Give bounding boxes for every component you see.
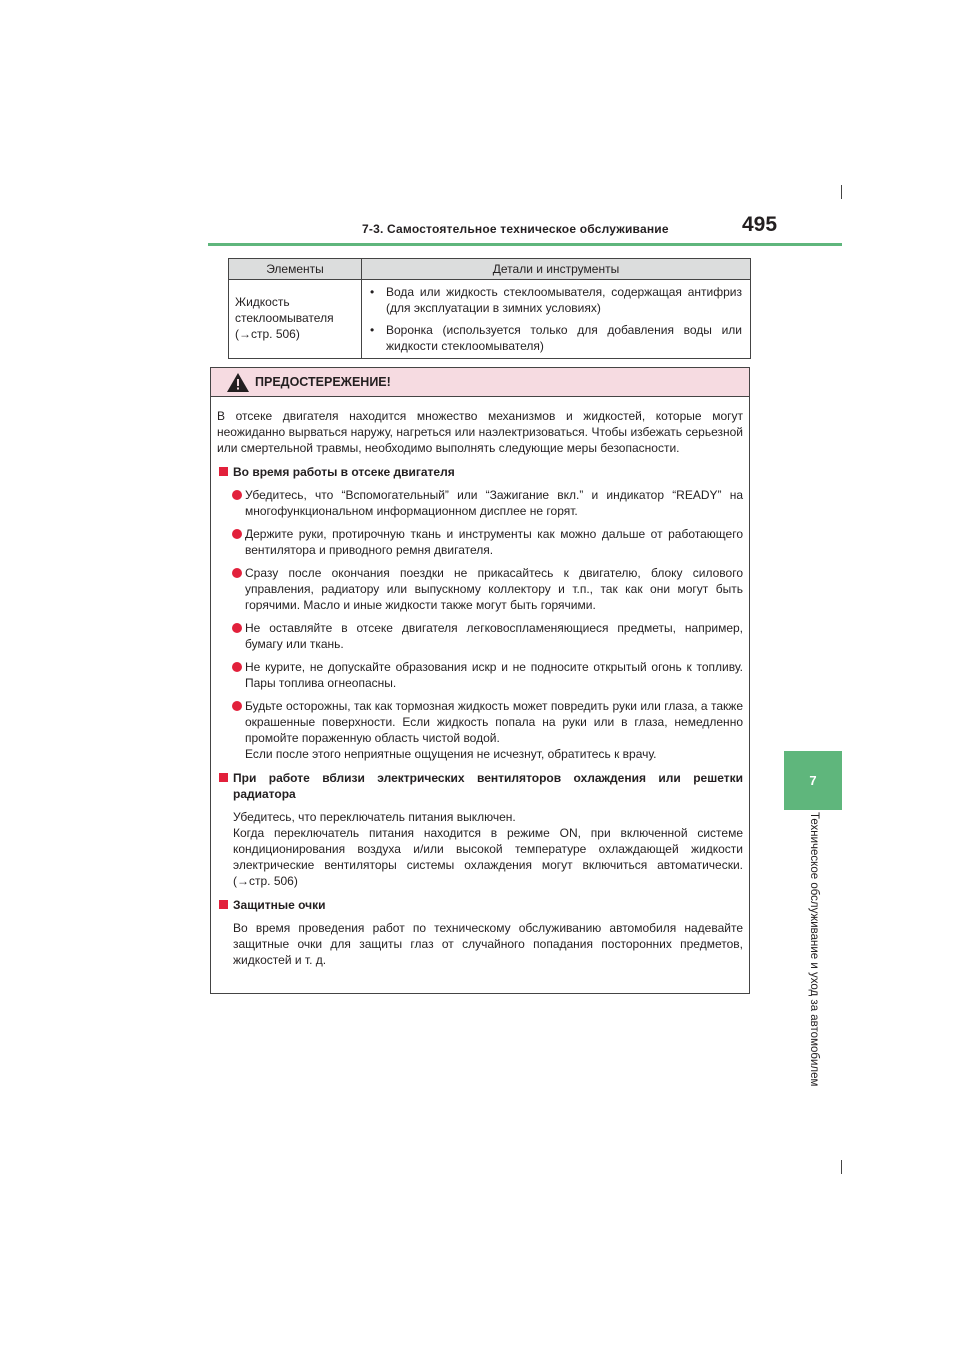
bullet-text: Убедитесь, что “Вспомогательный” или “Зажигание вкл.” и индикатор “READY” на многофункциональном информационном дисплее не горят. [245,488,743,518]
section-paragraph [217,809,743,889]
square-bullet-icon [219,467,228,476]
header-rule [208,243,842,246]
list-item [217,526,743,558]
bullet-text: Держите руки, протирочную ткань и инструменты как можно дальше от работающего вентилятора и приводного ремня двигателя. [245,527,743,557]
detail-text: Воронка (используется только для добавления воды или жидкости стеклоомывателя) [386,323,742,353]
round-bullet-icon [232,662,242,672]
round-bullet-icon [232,623,242,633]
detail-text: Вода или жидкость стеклоомывателя, содержащая антифриз (для эксплуатации в зимних условиях) [386,285,742,315]
table-header-details: Детали и инструменты [362,259,751,280]
table-cell-element: Жидкость стеклоомывателя (→стр. 506) [229,280,362,359]
section-paragraph [217,920,743,968]
list-item [217,698,743,762]
crop-mark-top [841,185,842,199]
bullet-extra-text: Если после этого неприятные ощущения не исчезнут, обратитесь к врачу. [245,747,657,761]
round-bullet-icon [232,568,242,578]
round-bullet-icon [232,490,242,500]
paragraph-line: Во время проведения работ по техническому обслуживанию автомобиля надевайте защитные очки для защиты глаз от случайного попадания посторонних предметов, жидкостей и т. д. [233,921,743,967]
list-item [217,659,743,691]
section-heading-engine-bay [217,464,743,480]
bullet-text: Сразу после окончания поездки не прикасайтесь к двигателю, блоку силового управления, радиатору или выпускному коллектору и т.п., так как они могут быть горячими. Масло и иные жидкости также могут быть горячими. [245,566,743,612]
section-heading-cooling-fans [217,770,743,802]
items-table [228,258,751,359]
warning-header [211,368,749,397]
warning-title: ПРЕДОСТЕРЕЖЕНИЕ! [255,375,391,389]
warning-box [210,367,750,994]
paragraph-line: Когда переключатель питания находится в режиме ON, при включенной системе кондиционирования воздуха и/или высокой температуре охлаждающей жидкости электрические вентиляторы системы охлаждения могут включиться автоматически. (→стр. 506) [233,826,743,888]
section-title-text: Защитные очки [233,898,326,912]
bullet-text: Не оставляйте в отсеке двигателя легковоспламеняющиеся предметы, например, бумагу или ткань. [245,621,743,651]
round-bullet-icon [232,529,242,539]
chapter-tab[interactable]: 7 [784,751,842,810]
section-title-text: При работе вблизи электрических вентиляторов охлаждения или решетки радиатора [233,771,743,801]
list-item [370,284,742,316]
list-item [217,565,743,613]
section-title: 7-3. Самостоятельное техническое обслуживание [362,222,669,236]
list-item [370,322,742,354]
table-header-row [229,259,751,280]
crop-mark-bottom [841,1160,842,1174]
chapter-title: Техническое обслуживание и уход за автомобилем [808,812,820,1087]
warning-intro: В отсеке двигателя находится множество механизмов и жидкостей, которые могут неожиданно вырваться наружу, нагреться или наэлектризоваться. Чтобы избежать серьезной или смертельной травмы, необходимо выполнять следующие меры безопасности. [217,409,743,455]
square-bullet-icon [219,773,228,782]
warning-body [211,397,749,968]
bullet-dot: • [370,285,375,299]
page-number: 495 [742,213,778,236]
list-item [217,487,743,519]
list-item [217,620,743,652]
bullet-text: Будьте осторожны, так как тормозная жидкость может повредить руки или глаза, а также окрашенные поверхности. Если жидкость попала на руки или в глаза, немедленно промойте пораженную область чистой водой. [245,699,743,745]
square-bullet-icon [219,900,228,909]
round-bullet-icon [232,701,242,711]
section-heading-goggles [217,897,743,913]
warning-triangle-icon [227,373,249,392]
table-cell-details [362,280,751,359]
paragraph-line: Убедитесь, что переключатель питания выключен. [233,810,516,824]
section-title-text: Во время работы в отсеке двигателя [233,465,455,479]
table-row [229,280,751,359]
table-header-elements: Элементы [229,259,362,280]
bullet-dot: • [370,323,375,337]
bullet-text: Не курите, не допускайте образования искр и не подносите открытый огонь к топливу. Пары топлива огнеопасны. [245,660,743,690]
